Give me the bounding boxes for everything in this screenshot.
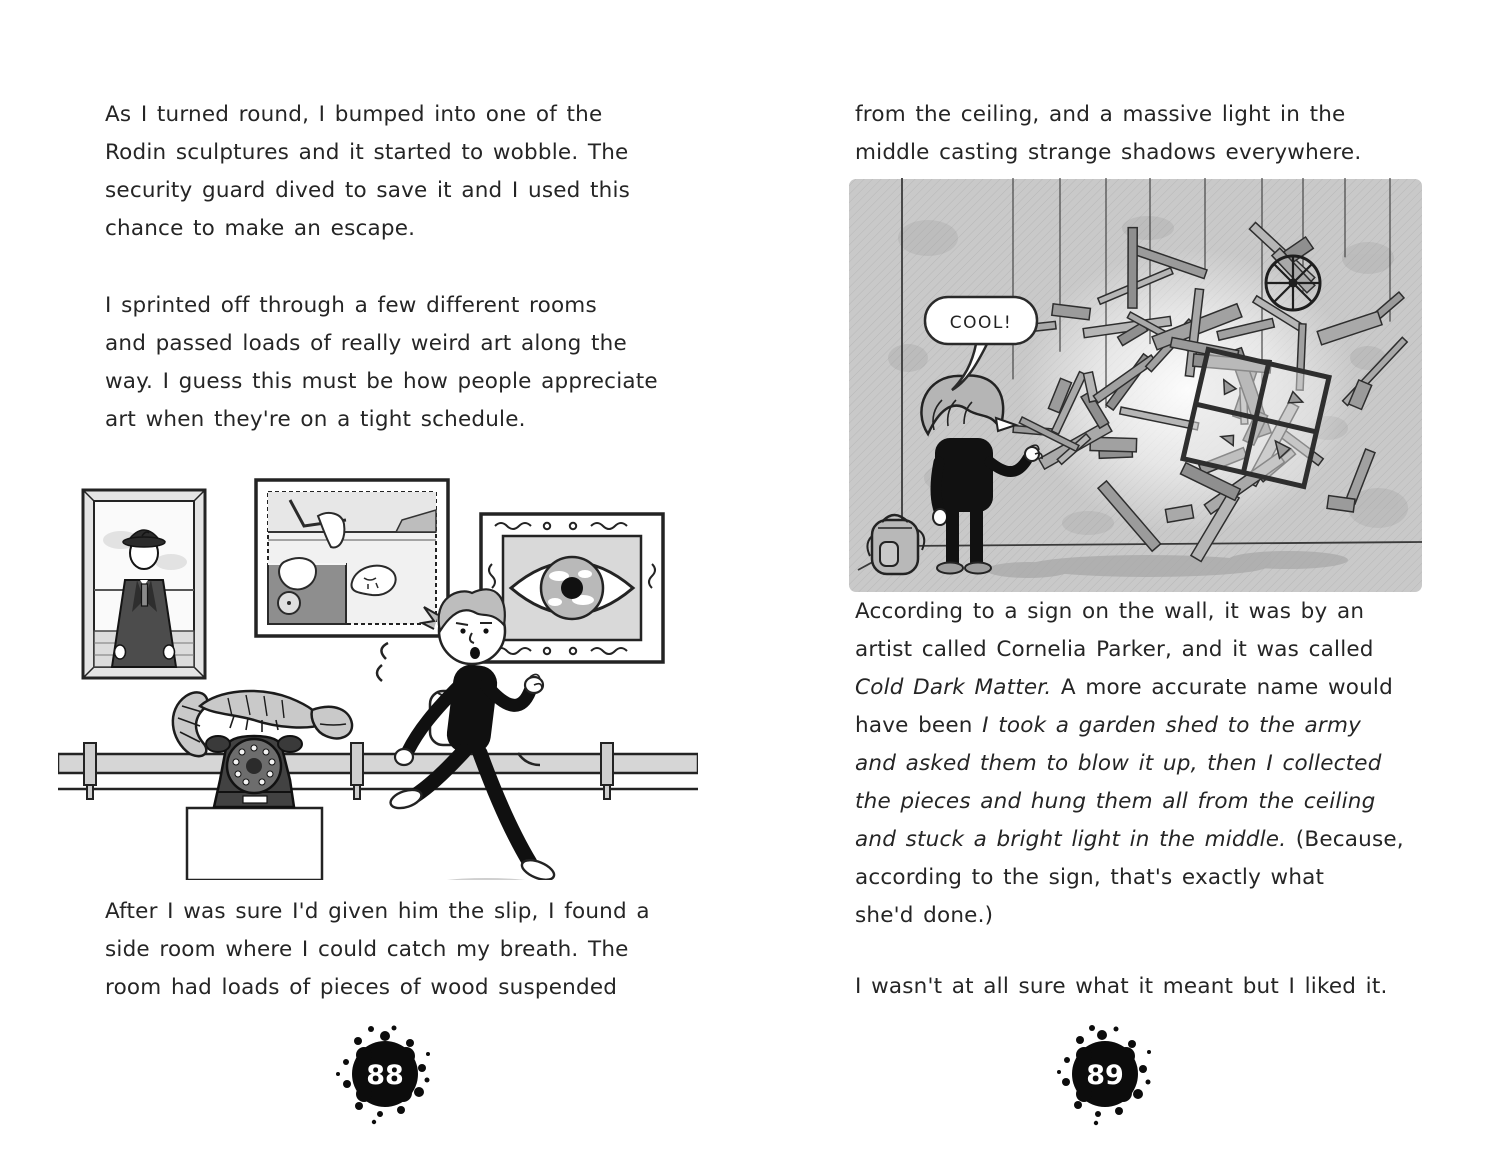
text-line: have been I took a garden shed to the army bbox=[855, 713, 1362, 738]
text-line: Cold Dark Matter. A more accurate name would bbox=[855, 675, 1393, 700]
page-number-splat-right bbox=[1050, 1022, 1160, 1132]
left-paragraph-3 bbox=[105, 893, 695, 1007]
false-mirror-eye-painting bbox=[481, 514, 663, 662]
text-line: As I turned round, I bumped into one of the bbox=[105, 102, 603, 127]
page-number-splat-left bbox=[330, 1022, 440, 1132]
text-line: and passed loads of really weird art along the bbox=[105, 331, 627, 356]
text-line: room had loads of pieces of wood suspended bbox=[105, 975, 618, 1000]
wheel-icon bbox=[1266, 256, 1320, 310]
text-line: according to the sign, that's exactly what bbox=[855, 865, 1325, 890]
text-line: artist called Cornelia Parker, and it was called bbox=[855, 637, 1374, 662]
text-line: security guard dived to save it and I used this bbox=[105, 178, 631, 203]
text-line: from the ceiling, and a massive light in the bbox=[855, 102, 1346, 127]
lobster-telephone-sculpture bbox=[173, 691, 352, 880]
cold-dark-matter-illustration bbox=[848, 178, 1423, 593]
right-paragraph-3 bbox=[855, 968, 1445, 1006]
text-line: and stuck a bright light in the middle. (Because, bbox=[855, 827, 1404, 852]
pedestal bbox=[187, 808, 322, 880]
text-line: art when they're on a tight schedule. bbox=[105, 407, 526, 432]
gallery-chase-illustration bbox=[58, 448, 698, 880]
text-line: the pieces and hung them all from the ceiling bbox=[855, 789, 1376, 814]
magritte-son-of-man-painting bbox=[83, 490, 205, 678]
text-line: side room where I could catch my breath. The bbox=[105, 937, 629, 962]
page-number-left: 88 bbox=[366, 1060, 404, 1091]
text-line: I wasn't at all sure what it meant but I liked it. bbox=[855, 974, 1388, 999]
shed-window-frame bbox=[1183, 349, 1329, 486]
text-line: According to a sign on the wall, it was by an bbox=[855, 599, 1365, 624]
text-line: Rodin sculptures and it started to wobble. The bbox=[105, 140, 629, 165]
text-line: she'd done.) bbox=[855, 903, 994, 928]
text-line: I sprinted off through a few different rooms bbox=[105, 293, 597, 318]
speech-bubble-text: COOL! bbox=[949, 313, 1013, 333]
right-paragraph-1 bbox=[855, 96, 1435, 172]
left-paragraph-2 bbox=[105, 287, 695, 439]
text-line: chance to make an escape. bbox=[105, 216, 416, 241]
text-line: way. I guess this must be how people appreciate bbox=[105, 369, 658, 394]
text-line: After I was sure I'd given him the slip, I found a bbox=[105, 899, 650, 924]
text-line: middle casting strange shadows everywhere. bbox=[855, 140, 1362, 165]
page-number-right: 89 bbox=[1086, 1060, 1124, 1091]
text-line: and asked them to blow it up, then I collected bbox=[855, 751, 1382, 776]
dali-melting-clocks-painting bbox=[256, 480, 448, 636]
right-paragraph-2 bbox=[855, 593, 1445, 935]
gallery-rail bbox=[58, 743, 698, 799]
left-paragraph-1 bbox=[105, 96, 685, 248]
